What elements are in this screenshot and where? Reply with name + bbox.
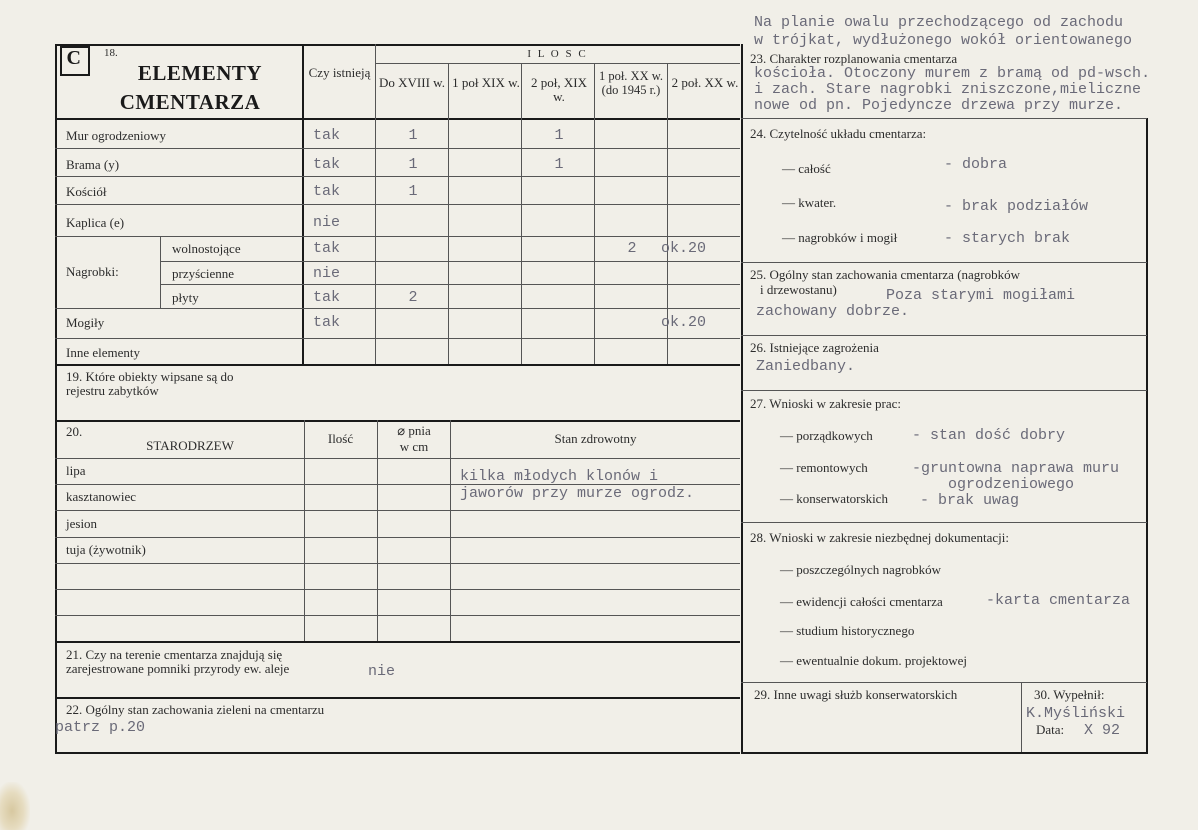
- element-exists: tak: [313, 314, 341, 331]
- s20-col-health: Stan zdrowotny: [554, 431, 637, 446]
- s27-conserv-value: - brak uwag: [920, 492, 1020, 509]
- element-count-c5: ok.20: [661, 240, 707, 257]
- s25-line1: 25. Ogólny stan zachowania cmentarza (nagrobków: [750, 267, 1021, 282]
- form-letter: C: [66, 47, 82, 69]
- s25-value1: Poza starymi mogiłami: [886, 287, 1076, 304]
- element-count-c3: 1: [554, 127, 564, 144]
- s24-quarters-label: — kwater.: [782, 195, 837, 210]
- element-exists: nie: [313, 214, 341, 231]
- element-label: przyścienne: [172, 266, 235, 281]
- s27-repair-value-cont: ogrodzeniowego: [948, 476, 1075, 493]
- s23-label: 23. Charakter rozplanowania cmentarza: [750, 51, 958, 66]
- s27-conserv-label: — konserwatorskich: [780, 491, 888, 506]
- s24-graves-value: - starych brak: [944, 230, 1071, 247]
- s20-number: 20.: [66, 424, 83, 439]
- s28-evidence-label: — ewidencji całości cmentarza: [780, 594, 943, 609]
- s20-col-diam-unit: w cm: [399, 439, 429, 454]
- s27-cleanup-value: - stan dość dobry: [912, 427, 1066, 444]
- element-count-c3: 1: [554, 156, 564, 173]
- nagrobki-label: Nagrobki:: [66, 264, 119, 279]
- col-xx-1: 1 poł. XX w. (do 1945 r.): [598, 69, 664, 97]
- s30-date: X 92: [1084, 722, 1121, 739]
- element-count-c5: ok.20: [661, 314, 707, 331]
- col-xviii: Do XVIII w.: [379, 75, 445, 90]
- col-xix-2: 2 poł, XIX w.: [531, 75, 587, 105]
- s21-line1: 21. Czy na terenie cmentarza znajdują się: [66, 647, 283, 662]
- s19-line1: 19. Które obiekty wipsane są do: [66, 369, 234, 384]
- s20-health-line1: kilka młodych klonów i: [460, 468, 659, 485]
- s24-label: 24. Czytelność układu cmentarza:: [750, 126, 927, 141]
- paper-stain: [0, 782, 30, 830]
- s27-repair-value: -gruntowna naprawa muru: [912, 460, 1120, 477]
- s28-history-label: — studium historycznego: [780, 623, 915, 638]
- element-label: Mur ogrodzeniowy: [66, 128, 167, 143]
- s22-answer: patrz p.20: [55, 719, 146, 736]
- s23-line3: kościoła. Otoczony murem z bramą od pd-wsch.: [754, 65, 1151, 82]
- s26-label: 26. Istniejące zagrożenia: [750, 340, 879, 355]
- col-xix-1: 1 poł XIX w.: [452, 75, 520, 90]
- title-elementy: ELEMENTY: [137, 61, 263, 85]
- element-label: płyty: [172, 290, 199, 305]
- element-count-c4: 2: [627, 240, 637, 257]
- element-label: Mogiły: [66, 315, 105, 330]
- s28-graves-label: — poszczególnych nagrobków: [780, 562, 942, 577]
- s23-line5: nowe od pn. Pojedyncze drzewa przy murze.: [754, 97, 1124, 114]
- s30-date-label: Data:: [1036, 722, 1065, 737]
- tree-row-label: tuja (żywotnik): [66, 542, 146, 557]
- tree-row-label: lipa: [66, 463, 86, 478]
- s24-whole-value: - dobra: [944, 156, 1008, 173]
- tree-row-label: kasztanowiec: [66, 489, 137, 504]
- element-count-c1: 2: [408, 289, 418, 306]
- s24-whole-label: — całość: [782, 161, 831, 176]
- element-count-c1: 1: [408, 183, 418, 200]
- s30-label: 30. Wypełnił:: [1034, 687, 1105, 702]
- element-count-c1: 1: [408, 127, 418, 144]
- element-exists: nie: [313, 265, 341, 282]
- element-exists: tak: [313, 183, 341, 200]
- s20-col-qty: Ilość: [327, 431, 354, 446]
- section-18-number: 18.: [104, 47, 118, 59]
- s28-label: 28. Wnioski w zakresie niezbędnej dokumentacji:: [750, 530, 1009, 545]
- title-cmentarza: CMENTARZA: [119, 90, 261, 114]
- s30-name: K.Myśliński: [1026, 705, 1126, 722]
- element-label: Kościół: [66, 184, 107, 199]
- element-exists: tak: [313, 127, 341, 144]
- s23-above1: Na planie owalu przechodzącego od zachodu: [754, 14, 1124, 31]
- element-count-c1: 1: [408, 156, 418, 173]
- s20-col-diam: ⌀ pnia: [397, 423, 431, 438]
- element-label: Brama (y): [66, 157, 120, 172]
- s25-line2: i drzewostanu): [760, 282, 837, 297]
- s23-above2: w trójkat, wydłużonego wokół orientowanego: [754, 32, 1133, 49]
- s24-graves-label: — nagrobków i mogił: [782, 230, 898, 245]
- element-label: wolnostojące: [172, 241, 241, 256]
- s27-repair-label: — remontowych: [780, 460, 868, 475]
- s19-line2: rejestru zabytków: [66, 383, 159, 398]
- s23-line4: i zach. Stare nagrobki zniszczone,mieliczne: [754, 81, 1142, 98]
- s21-answer: nie: [368, 663, 396, 680]
- element-label: Inne elementy: [66, 345, 140, 360]
- s20-health-line2: jaworów przy murze ogrodz.: [460, 485, 695, 502]
- tree-row-label: jesion: [66, 516, 98, 531]
- s29-label: 29. Inne uwagi służb konserwatorskich: [754, 687, 958, 702]
- element-exists: tak: [313, 240, 341, 257]
- col-exist-header: Czy istnieją: [308, 65, 371, 80]
- s28-project-label: — ewentualnie dokum. projektowej: [780, 653, 968, 668]
- s27-cleanup-label: — porządkowych: [780, 428, 873, 443]
- s21-line2: zarejestrowane pomniki przyrody ew. aleje: [66, 661, 290, 676]
- s24-quarters-value: - brak podziałów: [944, 198, 1089, 215]
- element-exists: tak: [313, 156, 341, 173]
- s27-label: 27. Wnioski w zakresie prac:: [750, 396, 902, 411]
- s28-evidence-value: -karta cmentarza: [986, 592, 1131, 609]
- col-count-header: I L O S C: [527, 48, 588, 60]
- s26-value: Zaniedbany.: [756, 358, 856, 375]
- element-label: Kaplica (e): [66, 215, 125, 230]
- col-xx-2: 2 poł. XX w.: [671, 75, 739, 90]
- element-exists: tak: [313, 289, 341, 306]
- s20-title: STARODRZEW: [146, 438, 234, 453]
- s22-label: 22. Ogólny stan zachowania zieleni na cmentarzu: [66, 702, 325, 717]
- s25-value2: zachowany dobrze.: [756, 303, 910, 320]
